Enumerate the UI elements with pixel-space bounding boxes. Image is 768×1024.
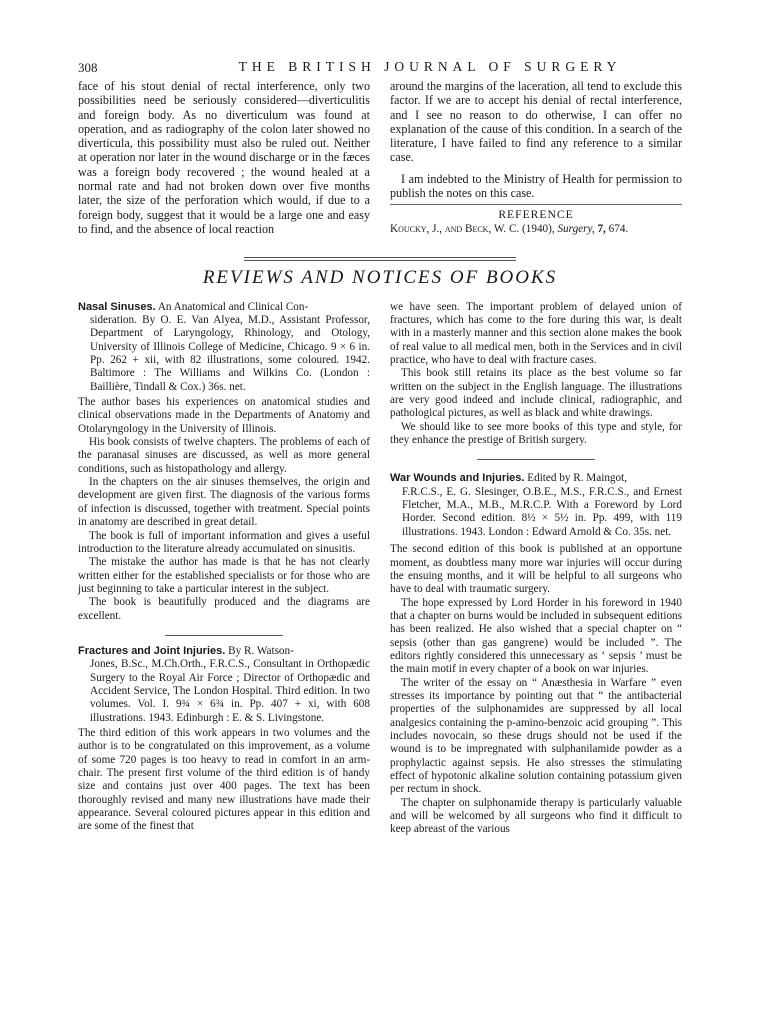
article-paragraph: around the margins of the laceration, all tend to exclude this factor. If we are to accept his denial of rectal interference, and I see no reason to do otherwise, I can offer no explanation of the cause of this condition. In a search of the literature, I have failed to find any reference to a similar case. bbox=[390, 79, 682, 165]
divider bbox=[390, 204, 682, 205]
book-heading-fractures bbox=[78, 645, 370, 725]
divider bbox=[165, 635, 283, 636]
review-paragraph: The second edition of this book is published at an opportune moment, as doubtless many more war injuries will occur during the ensuing months, and it will be helpful to all surgeons who have to deal with traumatic surgery. bbox=[390, 543, 682, 596]
reviews-left-column bbox=[78, 301, 370, 837]
reference-heading: REFERENCE bbox=[498, 208, 574, 222]
reference-authors: Koucky, J., and Beck, W. C. bbox=[390, 223, 520, 236]
journal-title: THE BRITISH JOURNAL OF SURGERY bbox=[238, 59, 622, 74]
book-heading-text: By R. Watson- bbox=[225, 644, 294, 657]
review-paragraph: The book is full of important information and gives a useful introduction to the literature already accumulated on sinusitis. bbox=[78, 529, 370, 555]
review-paragraph: The book is beautifully produced and the diagrams are excellent. bbox=[78, 596, 370, 622]
review-paragraph: we have seen. The important problem of delayed union of fractures, which has come to the fore during this war, is dealt with in a masterly manner and this section alone makes the book of real value to all medical men, both in the Services and in civil practice, who have to deal with fracture cases. bbox=[390, 300, 682, 367]
review-paragraph: The third edition of this work appears in two volumes and the author is to be congratulated on this improvement, as a volume of some 720 pages is too heavy to read in comfort in an arm-chair. The present first volume of the third edition is of handy size and contains just over 400 pages. The text has been thoroughly revised and many new illustrations have made their appearance. Several coloured pictures appear in this edition and are some of the finest that bbox=[78, 726, 370, 833]
review-paragraph: His book consists of twelve chapters. The problems of each of the paranasal sinuses are discussed, as well as more general conditions, such as histopathology and allergy. bbox=[78, 436, 370, 475]
article-left-column bbox=[78, 79, 370, 237]
reference-journal: Surgery, bbox=[557, 223, 595, 236]
acknowledgement: I am indebted to the Ministry of Health for permission to publish the notes on this case. bbox=[390, 171, 682, 201]
journal-page bbox=[78, 58, 682, 837]
reference-entry bbox=[390, 223, 682, 236]
review-paragraph: We should like to see more books of this type and style, for they enhance the prestige of British surgery. bbox=[390, 420, 682, 447]
reference-year: (1940), bbox=[519, 223, 558, 236]
article-paragraph: face of his stout denial of rectal interference, only two possibilities need be seriously considered—diverticulitis and foreign body. As no diverticulum was found at operation, and as radiography of the colon later showed no diverticula, this possibility must also be ruled out. Neither at operation nor later in the wound discharge or in the fæces was a foreign body recovered ; the wound healed at a normal rate and had not broken down over five months later, the size of the perforation which would, if due to a foreign body, suggest that it would be a large one and easy to find, and the absence of local reaction bbox=[78, 79, 370, 236]
reviews-right-column bbox=[390, 301, 682, 837]
article-ending bbox=[78, 79, 682, 237]
review-paragraph: In the chapters on the air sinuses themselves, the origin and development are given first. The diagnosis of the various forms of infection is discussed, together with treatment. Special points in anatomy are described in great detail. bbox=[78, 476, 370, 529]
book-heading-text: An Anatomical and Clinical Con- bbox=[155, 300, 309, 313]
review-paragraph: The hope expressed by Lord Horder in his foreword in 1940 that a chapter on burns would be included in subsequent editions has been realized. He also wished that a special chapter on “ sepsis (other than gas gangrene) would be included ”. The editors rightly considered this unnecessary as ‘ sepsis ’ must be the main motif in every chapter of a book on war injuries. bbox=[390, 596, 682, 676]
review-paragraph: This book still retains its place as the best volume so far written on the subject in the English language. The illustrations are very good indeed and include clinical, radiographic, and pathological pictures, as well as black and white drawings. bbox=[390, 367, 682, 420]
book-heading-details: Jones, B.Sc., M.Ch.Orth., F.R.C.S., Consultant in Orthopædic Surgery to the Royal Air Force ; Director of Orthopædic and Accident Service, The London Hospital. Third edition. In two volumes. Vol. I. 9¾ × 6¾ in. Pp. 407 + xi, with 608 illustrations. 1943. Edinburgh : E. & S. Livingstone. bbox=[90, 658, 370, 724]
book-heading-details: F.R.C.S., E. G. Slesinger, O.B.E., M.S., F.R.C.S., and Ernest Fletcher, M.A., M.B., M.R.C.P. With a Foreword by Lord Horder. Second edition. 8½ × 5½ in. Pp. 499, with 119 illustrations. 1943. London : Edward Arnold & Co. 35s. net. bbox=[402, 485, 682, 538]
book-heading-text: Edited by R. Maingot, bbox=[524, 472, 628, 485]
review-paragraph: The writer of the essay on “ Anæsthesia in Warfare ” even stresses its importance by pointing out that “ the antibacterial properties of the sulphonamides are suppressed by all local analgesics containing the p-amino-benzoic acid grouping ”. This includes novocain, so these drugs should not be used if the wound is to be impregnated with sulphanilamide powder as a prophylactic against sepsis. He also stresses the stimulating effect of hypotonic alkaline solution containing potassium given per rectum in shock. bbox=[390, 676, 682, 796]
review-paragraph: The mistake the author has made is that he has not clearly written either for the established specialists or for those who are just beginning to take a particular interest in the subject. bbox=[78, 556, 370, 595]
reference-pages: 674. bbox=[605, 223, 629, 236]
page-number: 308 bbox=[78, 60, 98, 75]
reference-volume: 7, bbox=[594, 223, 606, 236]
book-heading-war bbox=[390, 472, 682, 539]
review-paragraph: The chapter on sulphonamide therapy is particularly valuable and will be welcomed by all surgeons who find it difficult to keep abreast of the various bbox=[390, 796, 682, 836]
book-title: War Wounds and Injuries. bbox=[390, 472, 525, 485]
book-title: Fractures and Joint Injuries. bbox=[78, 644, 226, 657]
running-header bbox=[78, 58, 682, 78]
section-title: REVIEWS AND NOTICES OF BOOKS bbox=[202, 266, 558, 288]
book-heading-nasal bbox=[78, 301, 370, 394]
article-right-column bbox=[390, 79, 682, 237]
reviews-body bbox=[78, 301, 682, 837]
review-paragraph: The author bases his experiences on anatomical studies and clinical observations made in the Departments of Anatomy and Otolaryngology in the University of Illinois. bbox=[78, 396, 370, 435]
section-divider bbox=[244, 257, 516, 261]
book-heading-details: sideration. By O. E. Van Alyea, M.D., Assistant Professor, Department of Laryngology, Rhinology, and Otology, University of Illinois College of Medicine, Chicago. 9 × 6 in. Pp. 262 + xii, with 82 illustrations, some coloured. 1942. Baltimore : The Williams and Wilkins Co. (London : Baillière, Tindall & Cox.) 36s. net. bbox=[90, 314, 370, 393]
book-title: Nasal Sinuses. bbox=[78, 300, 156, 313]
divider bbox=[477, 459, 595, 460]
